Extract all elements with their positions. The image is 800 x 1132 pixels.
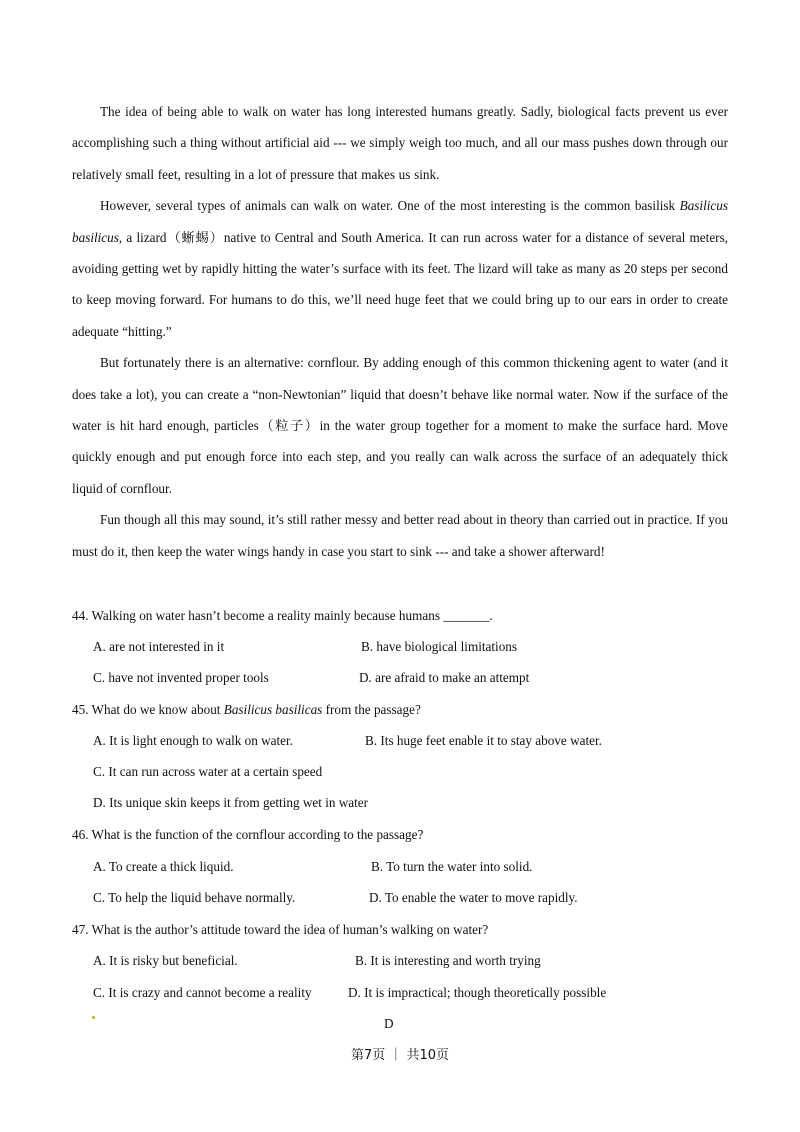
question-44-option-d: D. are afraid to make an attempt (359, 670, 530, 685)
question-46-option-c: C. To help the liquid behave normally. (93, 890, 296, 905)
question-47-option-b: B. It is interesting and worth trying (355, 953, 541, 968)
page-footer: 第7页 ｜ 共10页 (350, 1048, 450, 1063)
question-47-option-c: C. It is crazy and cannot become a reality (93, 985, 312, 1000)
question-47-stem: 47. What is the author’s attitude toward the idea of human’s walking on water? (72, 922, 489, 937)
question-45-stem (72, 700, 421, 720)
question-44-option-c: C. have not invented proper tools (93, 670, 269, 685)
question-45-option-d: D. Its unique skin keeps it from getting wet in water (93, 795, 369, 810)
question-47-option-a: A. It is risky but beneficial. (93, 953, 238, 968)
answer-key: D (384, 1016, 394, 1031)
answer-marker-dot (92, 1016, 95, 1019)
question-45-species: Basilicus basilicas (223, 702, 323, 717)
passage-paragraph-2-text-b: , a lizard（蜥蜴）native to Central and South America. It can run across water for a distance of several meters, avoiding getting wet by rapidly hitting the water’s surface with its feet. The lizard will take as many as 20 steps per second to keep moving forward. For humans to do this, we’ll need huge feet that we could bring up to our ears in order to create adequate “hitting.” (72, 229, 728, 339)
species-name: Basilicus basilicus (72, 198, 728, 245)
question-46-option-b: B. To turn the water into solid. (371, 859, 533, 874)
question-45-option-c: C. It can run across water at a certain speed (93, 764, 323, 779)
question-46-option-d: D. To enable the water to move rapidly. (369, 890, 578, 905)
question-45-stem-a: 45. What do we know about (72, 702, 224, 717)
passage-paragraph-4: Fun though all this may sound, it’s still rather messy and better read about in theory than carried out in practice. If you must do it, then keep the water wings handy in case you start to sink --- and take a shower afterward! (72, 512, 728, 559)
passage-paragraph-3: But fortunately there is an alternative: cornflour. By adding enough of this common thickening agent to water (and it does take a lot), you can create a “non-Newtonian” liquid that doesn’t behave like normal water. Now if the surface of the water is hit hard enough, particles（粒子）in the water group together for a moment to make the surface hard. Move quickly enough and put enough force into each step, and you really can walk across the surface of an adequately thick liquid of cornflour. (72, 355, 728, 496)
passage-paragraph-2 (72, 190, 728, 347)
question-46-stem: 46. What is the function of the cornflour according to the passage? (72, 827, 424, 842)
reading-passage (72, 96, 728, 567)
passage-paragraph-2-text-a: However, several types of animals can walk on water. One of the most interesting is the common basilisk (100, 198, 680, 214)
question-44-stem: 44. Walking on water hasn’t become a reality mainly because humans _______. (72, 608, 493, 623)
question-45-option-a: A. It is light enough to walk on water. (93, 733, 293, 748)
question-44-option-b: B. have biological limitations (361, 639, 518, 654)
question-47-option-d: D. It is impractical; though theoretically possible (348, 985, 607, 1000)
question-45-stem-b: from the passage? (322, 702, 421, 717)
passage-paragraph-1: The idea of being able to walk on water has long interested humans greatly. Sadly, biological facts prevent us ever accomplishing such a thing without artificial aid --- we simply weigh too much, and all our mass pushes down through our relatively small feet, resulting in a lot of pressure that makes us sink. (72, 104, 728, 182)
question-46-option-a: A. To create a thick liquid. (93, 859, 234, 874)
question-45-option-b: B. Its huge feet enable it to stay above water. (365, 733, 602, 748)
question-44-option-a: A. are not interested in it (93, 639, 225, 654)
